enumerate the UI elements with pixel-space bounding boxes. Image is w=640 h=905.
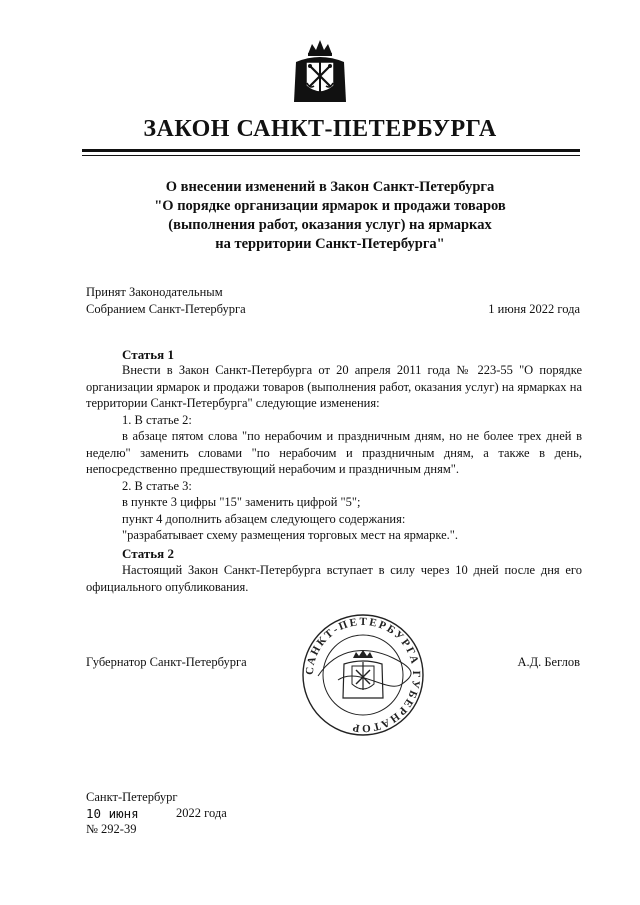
article-1-body	[86, 362, 582, 544]
governor-name: А.Д. Беглов	[517, 655, 580, 669]
law-title: ЗАКОН САНКТ-ПЕТЕРБУРГА	[143, 116, 497, 142]
article-1-intro: Внести в Закон Санкт-Петербурга от 20 апреля 2011 года № 223-55 "О порядке организации ярмарок и продажи товаров (выполнения работ, оказания услуг) на ярмарках на территории Санкт-Петербурга" следующие изменения:	[86, 363, 582, 410]
title-rule-thin	[82, 155, 580, 156]
seal-ring-text: САНКТ-ПЕТЕРБУРГА ГУБЕРНАТОР	[303, 615, 423, 735]
governor-title: Губернатор Санкт-Петербурга	[86, 655, 247, 669]
signing-date-year: 2022 года	[176, 806, 227, 820]
coat-of-arms-icon	[290, 36, 350, 106]
article-1-point-2-line: в пункте 3 цифры "15" заменить цифрой "5";	[122, 495, 361, 509]
article-2-heading: Статья 2	[122, 546, 174, 561]
title-rule-thick	[82, 149, 580, 152]
signing-date-day: 10 июня	[86, 806, 139, 821]
article-1-heading: Статья 1	[122, 347, 174, 362]
article-2-text: Настоящий Закон Санкт-Петербурга вступает в силу через 10 дней после дня его официального опубликования.	[86, 563, 582, 594]
article-1-point-1-heading: 1. В статье 2:	[122, 412, 192, 427]
article-1-point-2-heading: 2. В статье 3:	[122, 478, 192, 493]
article-1-point-1-text: в абзаце пятом слова "по нерабочим и праздничным дням, но не более трех дней в неделю" заменить словами "по нерабочим и праздничным дням, а также в день, непосредственно предшествующий нерабочим и праздничным дням".	[86, 429, 582, 476]
law-number: № 292-39	[86, 822, 137, 836]
adoption-date: 1 июня 2022 года	[488, 302, 580, 316]
place-of-signing: Санкт-Петербург	[86, 790, 178, 804]
governor-seal-stamp	[298, 606, 428, 744]
article-1-point-2-line: пункт 4 дополнить абзацем следующего содержания:	[122, 511, 406, 526]
article-1-point-2-line: "разрабатывает схему размещения торговых мест на ярмарке.".	[122, 528, 459, 542]
subtitle-line: на территории Санкт-Петербурга"	[215, 236, 445, 252]
subtitle-line: "О порядке организации ярмарок и продажи товаров	[154, 198, 506, 214]
adopted-by-line1: Принят Законодательным	[86, 285, 223, 299]
adopted-by-line2: Собранием Санкт-Петербурга	[86, 302, 246, 316]
subtitle-line: О внесении изменений в Закон Санкт-Петербурга	[165, 179, 495, 195]
subtitle-line: (выполнения работ, оказания услуг) на ярмарках	[168, 217, 492, 233]
law-subtitle	[80, 178, 580, 254]
